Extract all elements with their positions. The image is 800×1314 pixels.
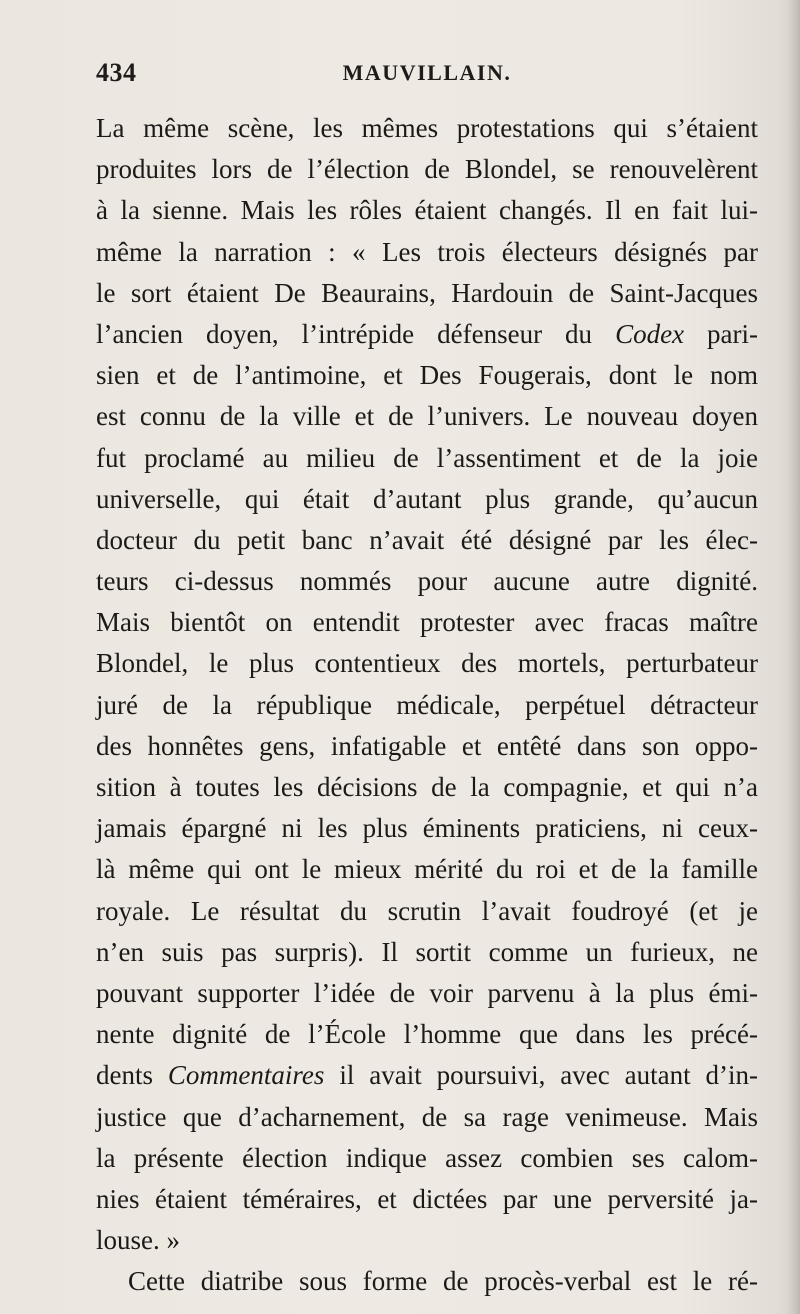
text-line: La même scène, les mêmes protestations qui s’étaient [96,113,758,143]
text-line: royale. Le résultat du scrutin l’avait foudroyé (et je [96,895,758,926]
text-line: n’en suis pas surpris). Il sortit comme un furieux, ne [96,936,758,967]
text-line: Blondel, le plus contentieux des mortels, perturbateur [96,648,758,679]
text-line: la présente élection indique assez combien ses calom- [96,1142,758,1173]
page-edge-shadow [786,0,800,1314]
text-line-paragraph-start: Cette diatribe sous forme de procès-verbal est le ré- [128,1266,758,1297]
text-line-paragraph-end: louse. » [96,1225,180,1256]
text-line: jamais épargné ni les plus éminents praticiens, ni ceux- [96,813,758,844]
text-line: universelle, qui était d’autant plus grande, qu’aucun [96,483,758,514]
text-line: est connu de la ville et de l’univers. Le nouveau doyen [96,401,758,432]
text-line: le sort étaient De Beaurains, Hardouin de Saint-Jacques [96,277,758,308]
italic-title-codex: Codex [615,318,685,349]
text-line: juré de la république médicale, perpétuel détracteur [96,689,758,720]
text-line: produites lors de l’élection de Blondel, se renouvelèrent [96,154,758,185]
text-line: docteur du petit banc n’avait été désigné par les élec- [96,524,758,555]
body-text [96,108,758,1302]
text-line: l’ancien doyen, l’intrépide défenseur du Codex pari- [96,318,759,349]
text-line: même la narration : « Les trois électeurs désignés par [96,236,758,267]
text-line: justice que d’acharnement, de sa rage venimeuse. Mais [96,1101,758,1132]
text-line: Mais bientôt on entendit protester avec fracas maître [96,607,758,638]
italic-title-commentaires: Commentaires [167,1060,325,1091]
running-head: MAUVILLAIN. [342,60,512,85]
text-line: à la sienne. Mais les rôles étaient changés. Il en fait lui- [96,195,758,226]
text-line: nies étaient téméraires, et dictées par une perversité ja- [96,1183,758,1214]
text-line: là même qui ont le mieux mérité du roi et de la famille [96,854,758,885]
text-line: fut proclamé au milieu de l’assentiment et de la joie [96,442,758,473]
text-line: teurs ci-dessus nommés pour aucune autre dignité. [96,566,758,597]
text-line: dents Commentaires il avait poursuivi, avec autant d’in- [96,1060,758,1091]
text-line: sien et de l’antimoine, et Des Fougerais, dont le nom [96,360,758,391]
text-line: sition à toutes les décisions de la compagnie, et qui n’a [96,772,758,802]
page-header [96,58,758,98]
text-line: des honnêtes gens, infatigable et entêté dans son oppo- [96,730,758,761]
text-line: pouvant supporter l’idée de voir parvenu à la plus émi- [96,977,758,1008]
text-line: nente dignité de l’École l’homme que dans les précé- [96,1019,758,1050]
page-number: 434 [96,58,137,87]
